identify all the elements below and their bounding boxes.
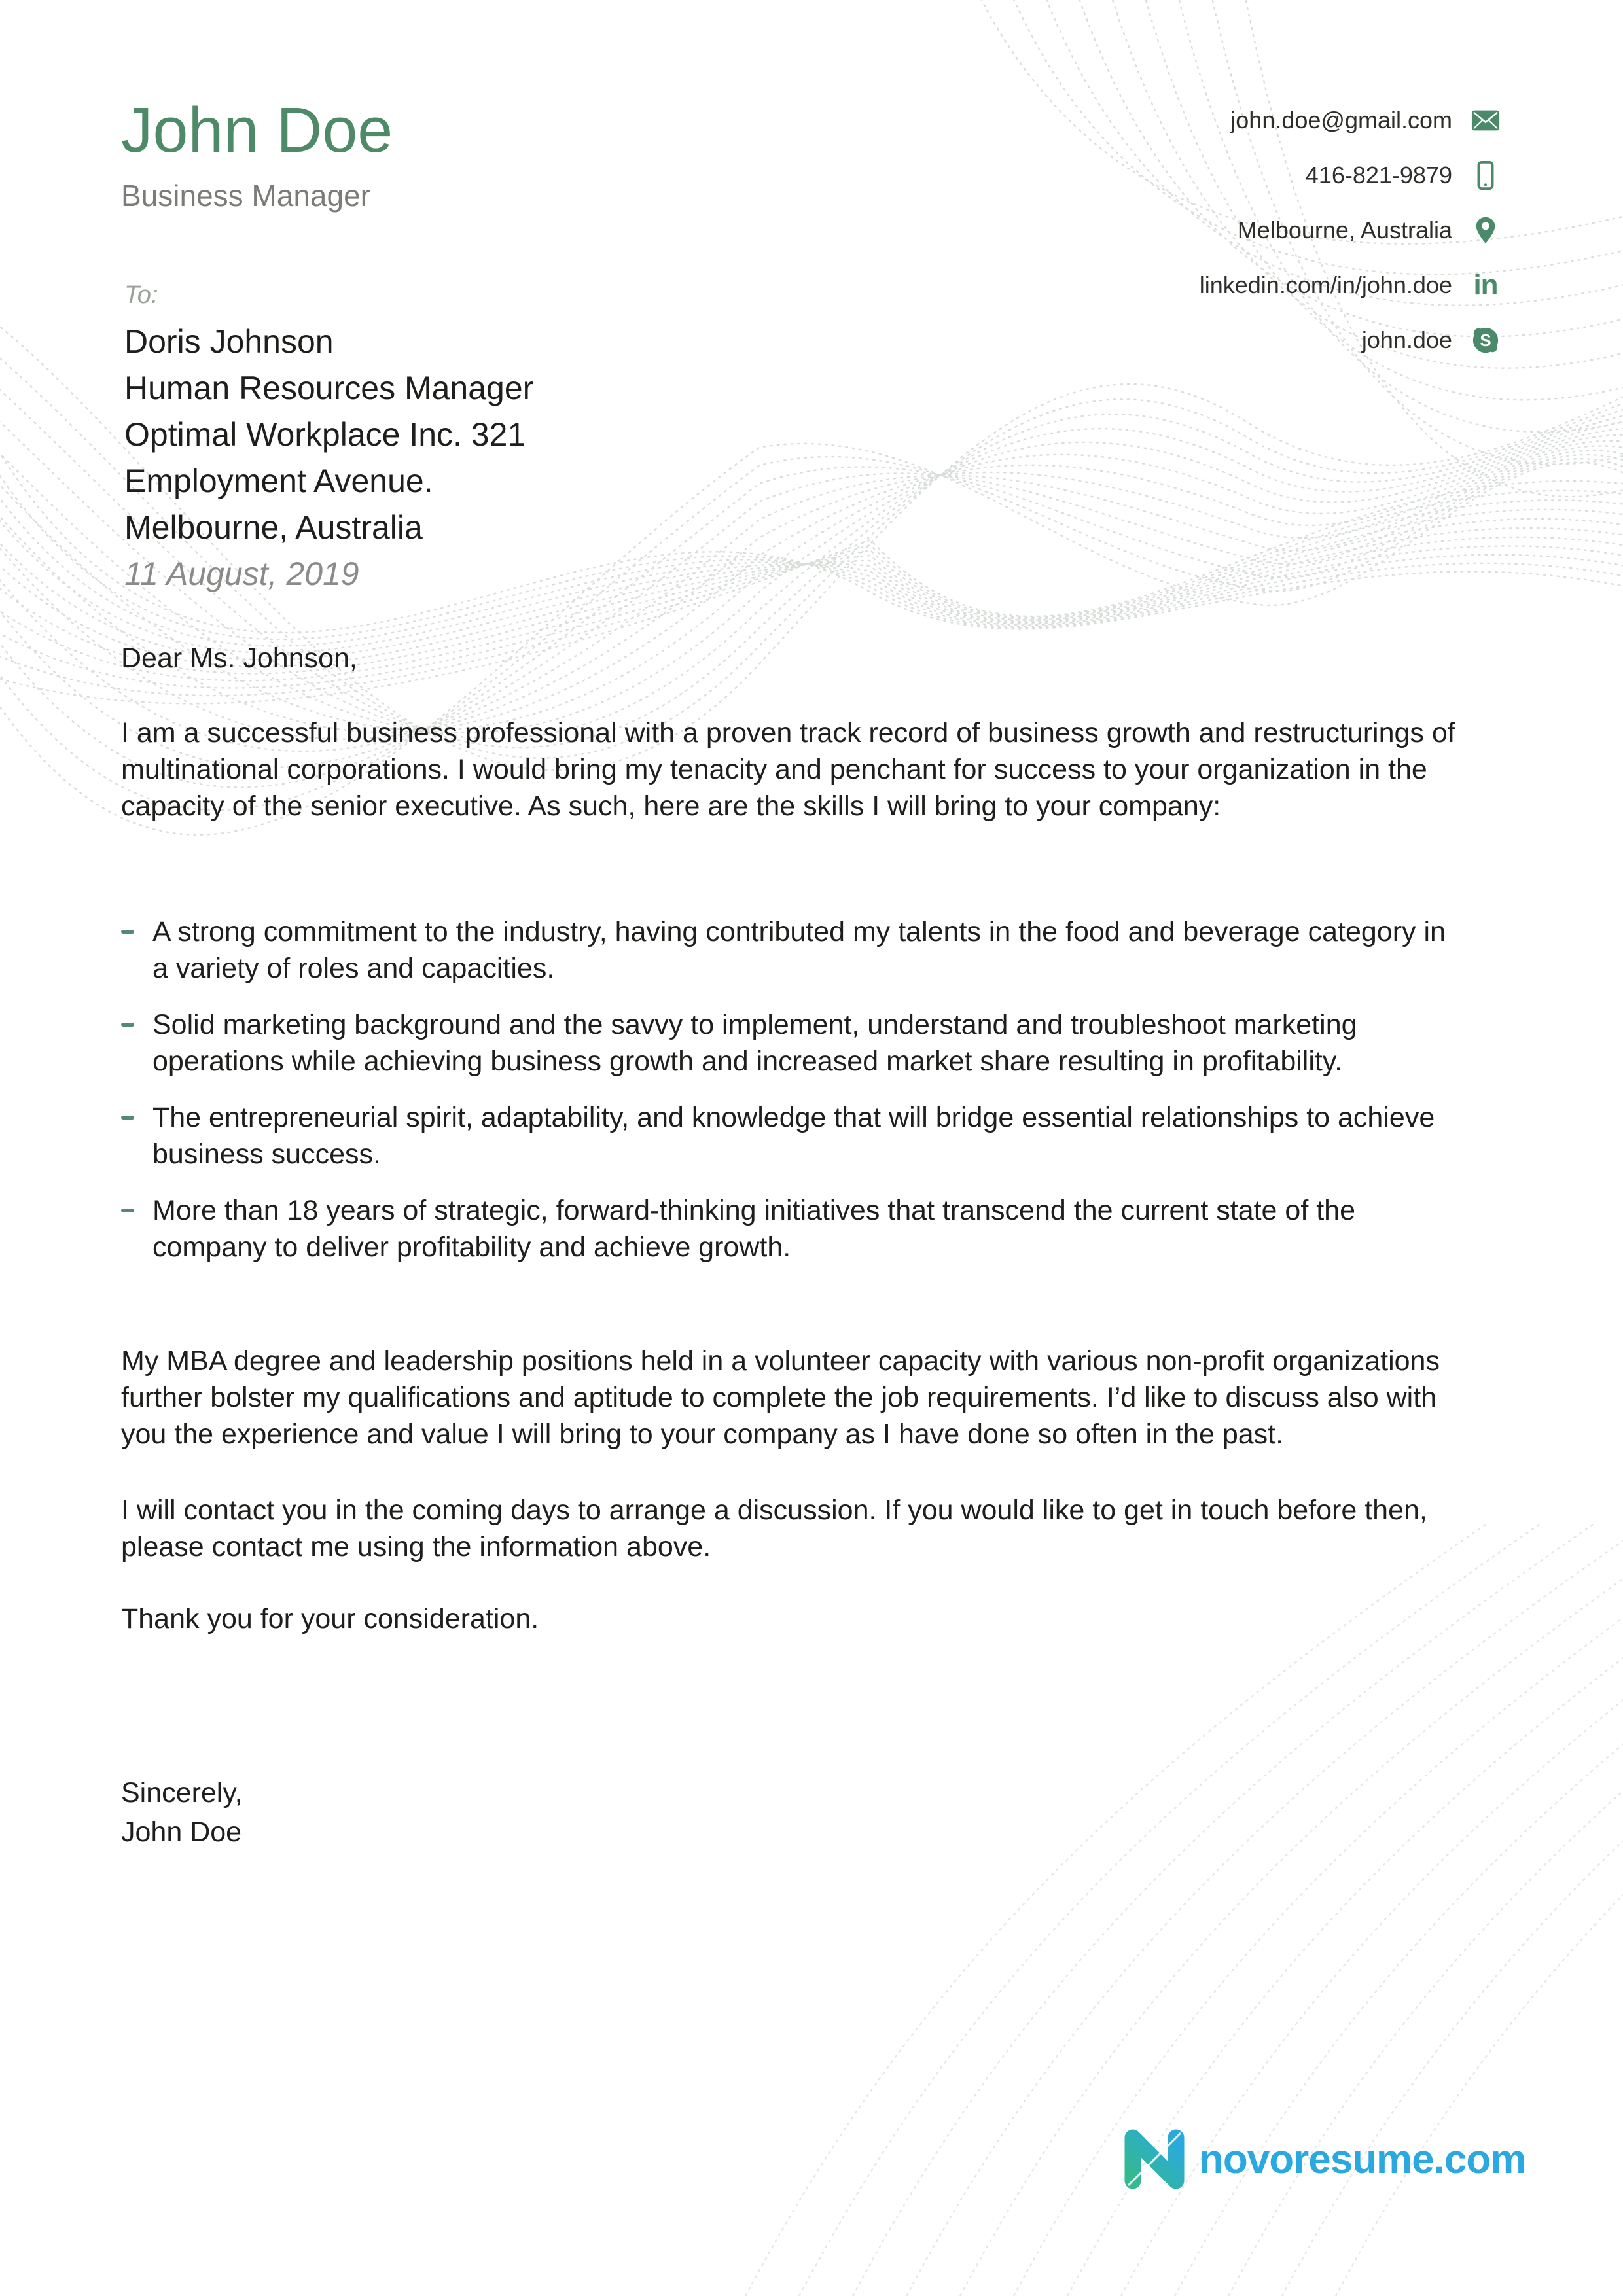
bullet-dash-icon [121, 930, 134, 934]
contact-info [1200, 93, 1501, 368]
contact-location-text: Melbourne, Australia [1237, 217, 1452, 243]
contact-skype-text: john.doe [1361, 327, 1452, 353]
bullet-dash-icon [121, 1023, 134, 1027]
brand-link[interactable] [1120, 2128, 1525, 2191]
recipient-address: Employment Avenue. [124, 463, 433, 499]
bullet-item [121, 1192, 1464, 1265]
to-label: To: [124, 281, 158, 309]
thanks-paragraph: Thank you for your consideration. [121, 1603, 539, 1634]
bullet-text: Solid marketing background and the savvy to implement, understand and troubleshoot marketing operations while achieving business growth and increased market share resulting in profitability. [152, 1009, 1357, 1077]
letter-date: 11 August, 2019 [124, 556, 359, 592]
contact-linkedin-text: linkedin.com/in/john.doe [1199, 272, 1452, 298]
salutation: Dear Ms. Johnson, [121, 643, 357, 674]
contact-linkedin [1200, 258, 1501, 313]
brand-logo-icon [1120, 2128, 1188, 2191]
header [121, 94, 393, 213]
bullet-item [121, 1099, 1464, 1173]
bullet-item [121, 913, 1464, 987]
skills-list [121, 913, 1464, 1265]
signature: John Doe [121, 1816, 242, 1848]
bullet-dash-icon [121, 1116, 134, 1120]
contact-email-text: john.doe@gmail.com [1230, 107, 1452, 133]
person-name: John Doe [121, 94, 393, 166]
svg-text:S: S [1480, 332, 1491, 351]
contact-skype [1200, 313, 1501, 368]
intro-paragraph: I am a successful business professional with a proven track record of business growth and restructurings of multinational corporations. I would bring my tenacity and penchant for success to your organization in the capacity of the senior executive. As such, here are the skills I will bring to your company: [121, 717, 1463, 822]
phone-icon [1471, 160, 1501, 190]
skype-icon [1471, 325, 1501, 355]
recipient-company: Optimal Workplace Inc. 321 [124, 416, 526, 453]
contact-phone [1200, 148, 1501, 203]
recipient-city: Melbourne, Australia [124, 509, 423, 546]
contact-phone-text: 416-821-9879 [1305, 162, 1452, 188]
contact-email [1200, 93, 1501, 148]
bullet-text: The entrepreneurial spirit, adaptability, and knowledge that will bridge essential relationships to achieve business success. [152, 1102, 1435, 1170]
person-job-title: Business Manager [121, 178, 370, 213]
email-icon [1471, 105, 1501, 135]
contact-location [1200, 203, 1501, 258]
recipient-name: Doris Johnson [124, 323, 334, 360]
bullet-text: A strong commitment to the industry, having contributed my talents in the food and beverage category in a variety of roles and capacities. [152, 916, 1446, 984]
qualifications-paragraph: My MBA degree and leadership positions held in a volunteer capacity with various non-profit organizations further bolster my qualifications and aptitude to complete the job requirements. I’d like to discuss also with you the experience and value I will bring to your company as I have done so often in the past. [121, 1345, 1452, 1450]
bullet-item [121, 1006, 1464, 1080]
closing: Sincerely, [121, 1777, 243, 1809]
bullet-text: More than 18 years of strategic, forward-thinking initiatives that transcend the current state of the company to deliver profitability and achieve growth. [152, 1195, 1355, 1263]
location-icon [1471, 215, 1501, 245]
linkedin-icon: in [1473, 269, 1498, 301]
bullet-dash-icon [121, 1209, 134, 1212]
followup-paragraph: I will contact you in the coming days to arrange a discussion. If you would like to get in touch before then, please contact me using the information above. [121, 1494, 1435, 1563]
recipient-block [124, 281, 533, 597]
brand-name: novoresume.com [1199, 2136, 1526, 2182]
recipient-title: Human Resources Manager [124, 370, 534, 406]
letter-body [121, 640, 1464, 1852]
